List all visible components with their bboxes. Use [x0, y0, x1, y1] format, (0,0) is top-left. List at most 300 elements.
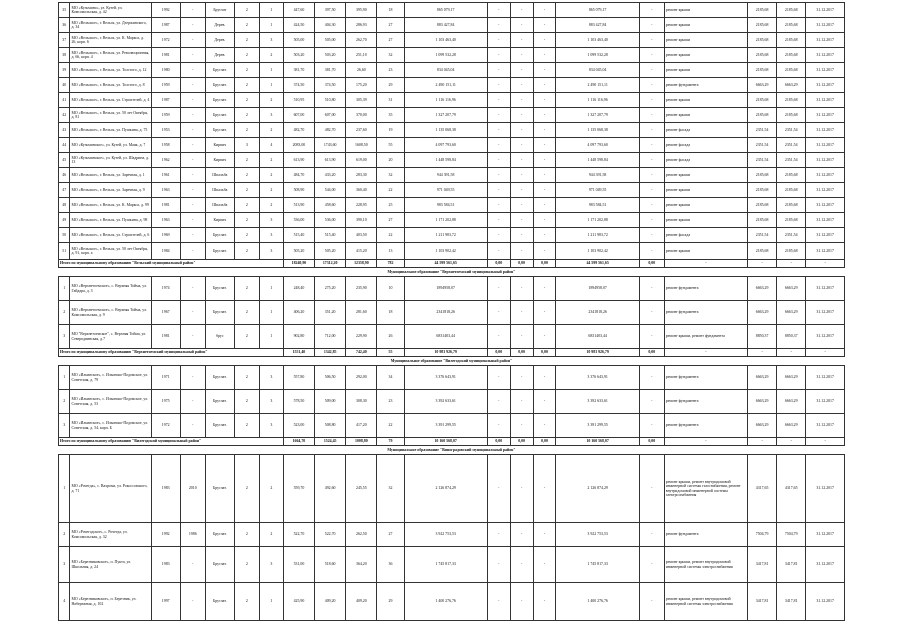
work-type: ремонт фасада	[664, 228, 747, 243]
entrances: 1	[259, 325, 283, 349]
local-funds: -	[533, 123, 556, 138]
owners-funds: 1 400 276,76	[556, 583, 639, 621]
owners-area: 360,40	[346, 183, 377, 198]
total-area: 505,00	[283, 33, 314, 48]
owners-area: 237,60	[346, 123, 377, 138]
work-type: ремонт фундамента	[664, 301, 747, 325]
owners-area: 308,30	[346, 390, 377, 414]
row-number: 37	[59, 33, 70, 48]
deadline: 31.12.2017	[806, 3, 845, 18]
build-year: 1969	[151, 228, 180, 243]
max-unit-cost: 4317,65	[777, 455, 806, 523]
other-funds: -	[639, 277, 664, 301]
total-cost: 944 391,58	[404, 168, 487, 183]
total-cost: 1 116 116,96	[404, 93, 487, 108]
federal-funds: -	[487, 583, 510, 621]
max-unit-cost: 6663,29	[777, 414, 806, 438]
work-type: ремонт крыши	[664, 93, 747, 108]
max-unit-cost: 2185,68	[777, 63, 806, 78]
work-type: ремонт крыши	[664, 213, 747, 228]
federal-funds: -	[487, 33, 510, 48]
owners-funds: 883 427,84	[556, 18, 639, 33]
unit-cost: 2185,68	[748, 108, 777, 123]
other-funds: -	[639, 301, 664, 325]
total-unit-cost: -	[748, 349, 777, 357]
overhaul-year: 1986	[180, 523, 205, 547]
deadline: 31.12.2017	[806, 228, 845, 243]
living-area: 351,20	[315, 301, 346, 325]
entrances: 3	[259, 243, 283, 260]
deadline: 31.12.2017	[806, 583, 845, 621]
max-unit-cost: 2351,54	[777, 228, 806, 243]
entrances: 4	[259, 138, 283, 153]
row-number: 39	[59, 63, 70, 78]
total-deadline: -	[806, 349, 845, 357]
total-area: 447,60	[283, 3, 314, 18]
max-unit-cost: 3417,81	[777, 547, 806, 583]
wall-material: Брусчат.	[205, 414, 234, 438]
table-row	[59, 168, 845, 183]
deadline: 31.12.2017	[806, 63, 845, 78]
other-funds: -	[639, 138, 664, 153]
row-number: 50	[59, 228, 70, 243]
owners-area: 417,20	[346, 414, 377, 438]
table-row	[59, 93, 845, 108]
table-row	[59, 108, 845, 123]
living-area: 510,80	[315, 93, 346, 108]
unit-cost: 2351,54	[748, 138, 777, 153]
total-area: 522,70	[283, 523, 314, 547]
total-deadline: -	[806, 438, 845, 446]
other-funds: -	[639, 78, 664, 93]
max-unit-cost: 2185,68	[777, 168, 806, 183]
unit-cost: 2185,68	[748, 93, 777, 108]
wall-material: Брусчат.	[205, 228, 234, 243]
residents: 32	[377, 455, 404, 523]
section-title: Муниципальное образование "Виноградовский муниципальный район"	[59, 446, 845, 455]
federal-funds: -	[487, 18, 510, 33]
wall-material: Брусчат.	[205, 108, 234, 123]
total-cost: 6831403,44	[404, 325, 487, 349]
wall-material: Шпальба	[205, 198, 234, 213]
max-unit-cost: 2185,68	[777, 93, 806, 108]
floors: 2	[234, 325, 259, 349]
max-unit-cost: 6663,29	[777, 301, 806, 325]
residents: 23	[377, 63, 404, 78]
federal-funds: -	[487, 414, 510, 438]
total-residents: 55	[377, 349, 404, 357]
federal-funds: -	[487, 243, 510, 260]
section-title: Муниципальное образование "Верхнетоемский муниципальный район"	[59, 268, 845, 277]
deadline: 31.12.2017	[806, 183, 845, 198]
build-year: 1992	[151, 3, 180, 18]
table-row	[59, 301, 845, 325]
address-cell: МО «Вельское», г. Вельск, ул. Дзержинского, д. 34	[70, 18, 151, 33]
residents: 26	[377, 325, 404, 349]
total-area: 484,70	[283, 168, 314, 183]
owners-funds: 2341818,26	[556, 301, 639, 325]
owners-area: 619,00	[346, 153, 377, 168]
owners-area: 175,20	[346, 78, 377, 93]
wall-material: Брусчат.	[205, 63, 234, 78]
build-year: 1980	[151, 63, 180, 78]
build-year: 1987	[151, 18, 180, 33]
total-cost: 1 103 902,42	[404, 243, 487, 260]
total-owners-funds: 44 599 561,65	[556, 260, 639, 268]
address-cell: МО «Вельское», г. Вельск, ул. Пушкина, д. 75	[70, 123, 151, 138]
wall-material: Шпальба	[205, 168, 234, 183]
wall-material: Брусчат.	[205, 366, 234, 390]
owners-funds: 1 448 598,84	[556, 153, 639, 168]
wall-material: Брусчат.	[205, 390, 234, 414]
floors: 2	[234, 153, 259, 168]
total-area: 510,95	[283, 93, 314, 108]
total-area: 513,90	[283, 198, 314, 213]
row-number: 42	[59, 108, 70, 123]
wall-material: Брусчат.	[205, 78, 234, 93]
local-funds: -	[533, 108, 556, 123]
local-funds: -	[533, 325, 556, 349]
address-cell: МО «Вельское», г. Вельск, ул. 50 лет Октября, д. 91, корп. а	[70, 243, 151, 260]
table-row	[59, 183, 845, 198]
owners-funds: 3 376 643,91	[556, 366, 639, 390]
wall-material: Кирпич	[205, 138, 234, 153]
overhaul-year: -	[180, 168, 205, 183]
residents: 10	[377, 277, 404, 301]
owners-area: 1608,50	[346, 138, 377, 153]
total-total-area: 18240,90	[283, 260, 314, 268]
living-area: 1743,60	[315, 138, 346, 153]
overhaul-year: -	[180, 3, 205, 18]
federal-funds: -	[487, 63, 510, 78]
section-title: Муниципальное образование "Вилегодский муниципальный район"	[59, 357, 845, 366]
work-type: ремонт фасада	[664, 138, 747, 153]
table-row	[59, 243, 845, 260]
unit-cost: 6663,29	[748, 78, 777, 93]
overhaul-year: -	[180, 93, 205, 108]
local-funds: -	[533, 183, 556, 198]
row-number: 41	[59, 93, 70, 108]
row-number: 40	[59, 78, 70, 93]
total-other-funds: 0,00	[639, 260, 664, 268]
row-number: 4	[59, 583, 70, 621]
build-year: 1972	[151, 33, 180, 48]
unit-cost: 6663,29	[748, 414, 777, 438]
local-funds: -	[533, 18, 556, 33]
entrances: 3	[259, 366, 283, 390]
total-unit-cost: -	[748, 438, 777, 446]
residents: 18	[377, 3, 404, 18]
residents: 32	[377, 48, 404, 63]
build-year: 1959	[151, 108, 180, 123]
residents: 13	[377, 243, 404, 260]
total-total-cost: 10 160 568,07	[404, 438, 487, 446]
local-funds: -	[533, 243, 556, 260]
regional-funds: -	[510, 414, 533, 438]
entrances: 3	[259, 547, 283, 583]
total-row	[59, 349, 845, 357]
total-cost: 2341818,26	[404, 301, 487, 325]
federal-funds: -	[487, 3, 510, 18]
local-funds: -	[533, 63, 556, 78]
local-funds: -	[533, 3, 556, 18]
residents: 31	[377, 93, 404, 108]
floors: 2	[234, 213, 259, 228]
residents: 27	[377, 33, 404, 48]
table-row	[59, 63, 845, 78]
address-cell: МО «Ильинское», с. Ильинско-Подомское, ул. Советская, д. 79	[70, 366, 151, 390]
overhaul-year: -	[180, 183, 205, 198]
row-number: 1	[59, 366, 70, 390]
total-area: 424,50	[283, 18, 314, 33]
owners-area: 228,95	[346, 198, 377, 213]
floors: 2	[234, 168, 259, 183]
overhaul-year: -	[180, 390, 205, 414]
federal-funds: -	[487, 213, 510, 228]
overhaul-year: -	[180, 123, 205, 138]
entrances: 1	[259, 301, 283, 325]
total-cost: 1 135 068,38	[404, 123, 487, 138]
total-total-area: 1664,70	[283, 438, 314, 446]
total-cost: 883 427,84	[404, 18, 487, 33]
table-row	[59, 18, 845, 33]
other-funds: -	[639, 18, 664, 33]
build-year: 1974	[151, 277, 180, 301]
floors: 2	[234, 33, 259, 48]
address-cell: МО «Кузьминское», ул. Кузей, ул. Шадрина, д. 13	[70, 153, 151, 168]
deadline: 31.12.2017	[806, 123, 845, 138]
owners-area: 286,93	[346, 18, 377, 33]
federal-funds: -	[487, 301, 510, 325]
build-year: 1961	[151, 168, 180, 183]
deadline: 31.12.2017	[806, 18, 845, 33]
living-area: 613,90	[315, 153, 346, 168]
total-cost: 1 103 463,40	[404, 33, 487, 48]
unit-cost: 2185,68	[748, 48, 777, 63]
build-year: 1984	[151, 243, 180, 260]
total-label: Итого по муниципальному образованию "Верхнетоемский муниципальный район"	[59, 349, 284, 357]
overhaul-year: -	[180, 228, 205, 243]
address-cell: МО «Рочегда», с. Вахрома, ул. Рокоссовского, д. 71	[70, 455, 151, 523]
deadline: 31.12.2017	[806, 455, 845, 523]
regional-funds: -	[510, 228, 533, 243]
document-page	[58, 2, 845, 621]
total-cost: 3 376 643,91	[404, 366, 487, 390]
local-funds: -	[533, 153, 556, 168]
federal-funds: -	[487, 523, 510, 547]
floors: 2	[234, 93, 259, 108]
residents: 29	[377, 583, 404, 621]
overhaul-year: -	[180, 138, 205, 153]
address-cell: МО «Вельское», г. Вельск, ул. Строителей, д. 4	[70, 93, 151, 108]
total-residents: 782	[377, 260, 404, 268]
other-funds: -	[639, 547, 664, 583]
owners-funds: 3 392 633,61	[556, 390, 639, 414]
regional-funds: -	[510, 63, 533, 78]
table-row	[59, 455, 845, 523]
work-type: ремонт крыши	[664, 63, 747, 78]
deadline: 31.12.2017	[806, 243, 845, 260]
other-funds: -	[639, 455, 664, 523]
owners-funds: 1 327 207,79	[556, 108, 639, 123]
total-area: 523,00	[283, 414, 314, 438]
federal-funds: -	[487, 48, 510, 63]
row-number: 45	[59, 153, 70, 168]
overhaul-year: -	[180, 33, 205, 48]
floors: 2	[234, 3, 259, 18]
residents: 18	[377, 301, 404, 325]
work-type: ремонт крыши	[664, 198, 747, 213]
address-cell: МО «Вельское», г. Вельск, ул. Революционная, д. 66, корп. 4	[70, 48, 151, 63]
federal-funds: -	[487, 153, 510, 168]
build-year: 1972	[151, 414, 180, 438]
other-funds: -	[639, 213, 664, 228]
build-year: 1958	[151, 138, 180, 153]
owners-funds: 3 391 299,55	[556, 414, 639, 438]
address-cell: МО «Вельское», г. Вельск, ул. Толстого, д. 12	[70, 63, 151, 78]
total-area: 248,40	[283, 277, 314, 301]
wall-material: Брусчат.	[205, 123, 234, 138]
owners-funds: 983 584,51	[556, 198, 639, 213]
owners-funds: 2 126 874,29	[556, 455, 639, 523]
max-unit-cost: 3417,81	[777, 583, 806, 621]
regional-funds: -	[510, 243, 533, 260]
residents: 35	[377, 108, 404, 123]
other-funds: -	[639, 414, 664, 438]
work-type: ремонт крыши, ремонт внутридомовой инженерной системы газоснабжения, ремонт внутридомовой инженерной системы электроснабжения	[664, 455, 747, 523]
section-header-row	[59, 268, 845, 277]
build-year: 1975	[151, 390, 180, 414]
work-type: ремонт крыши, ремонт внутридомовой инженерной системы электроснабжения	[664, 583, 747, 621]
owners-area: 292,00	[346, 366, 377, 390]
address-cell: МО «Верхнетоемское», с. Верхняя Тойма, ул. Гайдара, д. 3	[70, 277, 151, 301]
owners-area: 229,90	[346, 325, 377, 349]
federal-funds: -	[487, 93, 510, 108]
total-total-cost: 44 599 561,65	[404, 260, 487, 268]
work-type: ремонт фундамента	[664, 78, 747, 93]
total-total-cost: 10 983 926,79	[404, 349, 487, 357]
living-area: 515,40	[315, 228, 346, 243]
overhaul-year: -	[180, 78, 205, 93]
living-area: 503,20	[315, 48, 346, 63]
unit-cost: 2185,68	[748, 168, 777, 183]
regional-funds: -	[510, 455, 533, 523]
total-area: 406,20	[283, 301, 314, 325]
regional-funds: -	[510, 277, 533, 301]
owners-area: 403,50	[346, 228, 377, 243]
row-number: 1	[59, 455, 70, 523]
total-local-funds: 0,00	[533, 438, 556, 446]
total-local-funds: 0,00	[533, 260, 556, 268]
total-federal-funds: 0,00	[487, 260, 510, 268]
overhaul-year: 2010	[180, 455, 205, 523]
living-area: 607,00	[315, 108, 346, 123]
regional-funds: -	[510, 213, 533, 228]
wall-material: Брусчат.	[205, 301, 234, 325]
overhaul-year: -	[180, 547, 205, 583]
wall-material: Дерев.	[205, 18, 234, 33]
residents: 27	[377, 18, 404, 33]
table-row	[59, 547, 845, 583]
entrances: 2	[259, 168, 283, 183]
wall-material: Кирпич	[205, 153, 234, 168]
entrances: 2	[259, 198, 283, 213]
overhaul-year: -	[180, 63, 205, 78]
total-area: 515,40	[283, 228, 314, 243]
owners-funds: 1 099 532,28	[556, 48, 639, 63]
unit-cost: 2185,68	[748, 183, 777, 198]
deadline: 31.12.2017	[806, 547, 845, 583]
work-type: ремонт крыши	[664, 33, 747, 48]
section-header-row	[59, 357, 845, 366]
owners-funds: 1 116 116,96	[556, 93, 639, 108]
build-year: 1997	[151, 583, 180, 621]
build-year: 1967	[151, 301, 180, 325]
deadline: 31.12.2017	[806, 138, 845, 153]
other-funds: -	[639, 123, 664, 138]
row-number: 3	[59, 325, 70, 349]
row-number: 35	[59, 3, 70, 18]
total-owners-area: 1008,80	[346, 438, 377, 446]
total-cost: 1 327 207,79	[404, 108, 487, 123]
federal-funds: -	[487, 547, 510, 583]
regional-funds: -	[510, 183, 533, 198]
entrances: 3	[259, 414, 283, 438]
owners-area: 395,90	[346, 3, 377, 18]
overhaul-year: -	[180, 18, 205, 33]
other-funds: -	[639, 48, 664, 63]
wall-material: Брусчат.	[205, 455, 234, 523]
unit-cost: 4317,65	[748, 455, 777, 523]
total-area: 578,50	[283, 390, 314, 414]
living-area: 433,20	[315, 168, 346, 183]
row-number: 47	[59, 183, 70, 198]
max-unit-cost: 2185,68	[777, 33, 806, 48]
total-area: 508,90	[283, 183, 314, 198]
deadline: 31.12.2017	[806, 78, 845, 93]
deadline: 31.12.2017	[806, 277, 845, 301]
floors: 2	[234, 583, 259, 621]
regional-funds: -	[510, 93, 533, 108]
unit-cost: 2351,54	[748, 123, 777, 138]
build-year: 1962	[151, 153, 180, 168]
address-cell: МО «Ильинское», с. Ильинско-Подомское, ул. Советская, д. 53	[70, 390, 151, 414]
max-unit-cost: 6663,29	[777, 390, 806, 414]
total-regional-funds: 0,00	[510, 260, 533, 268]
total-area: 902,80	[283, 325, 314, 349]
table-row	[59, 523, 845, 547]
deadline: 31.12.2017	[806, 48, 845, 63]
row-number: 3	[59, 547, 70, 583]
wall-material: Брусчат.	[205, 547, 234, 583]
floors: 2	[234, 243, 259, 260]
unit-cost: 6663,29	[748, 390, 777, 414]
total-area: 482,70	[283, 123, 314, 138]
unit-cost: 6663,29	[748, 301, 777, 325]
total-area: 374,50	[283, 78, 314, 93]
residents: 20	[377, 153, 404, 168]
local-funds: -	[533, 301, 556, 325]
total-cost: 1 171 202,88	[404, 213, 487, 228]
floors: 3	[234, 138, 259, 153]
build-year: 1953	[151, 123, 180, 138]
deadline: 31.12.2017	[806, 108, 845, 123]
total-federal-funds: 0,00	[487, 349, 510, 357]
deadline: 31.12.2017	[806, 213, 845, 228]
living-area: 404,30	[315, 18, 346, 33]
table-row	[59, 277, 845, 301]
max-unit-cost: 2351,54	[777, 138, 806, 153]
